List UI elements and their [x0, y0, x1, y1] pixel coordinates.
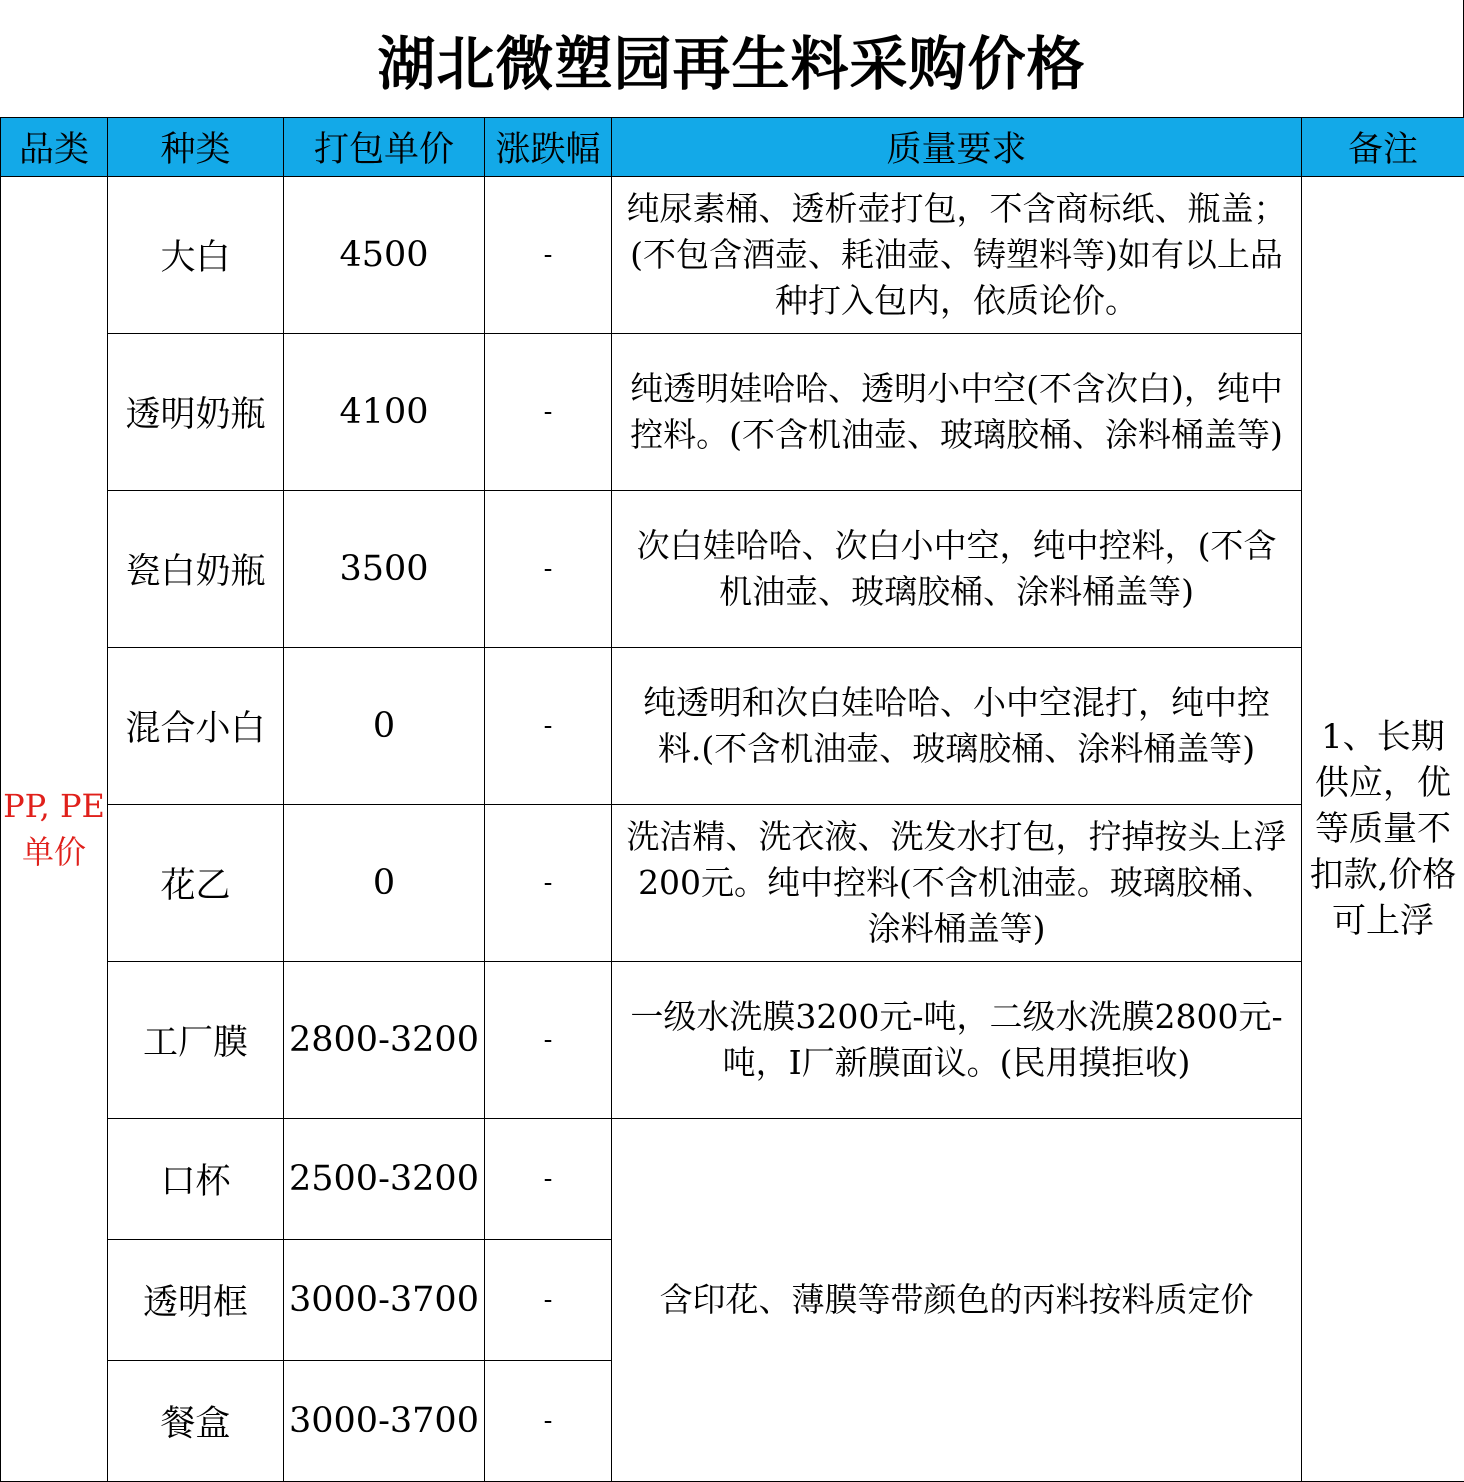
- change-cell: -: [485, 1240, 612, 1361]
- quality-cell: 一级水洗膜3200元-吨，二级水洗膜2800元-吨，I厂新膜面议。(民用摸拒收): [612, 962, 1302, 1119]
- header-change: 涨跌幅: [485, 118, 612, 177]
- table-row: [1, 962, 1464, 1119]
- header-note: 备注: [1302, 118, 1464, 177]
- kind-cell: 透明奶瓶: [108, 334, 284, 491]
- category-cell: PP, PE单价: [1, 177, 108, 1482]
- table-row: [1, 805, 1464, 962]
- kind-cell: 口杯: [108, 1119, 284, 1240]
- price-cell: 3000-3700: [284, 1361, 485, 1482]
- header-kind: 种类: [108, 118, 284, 177]
- table-row: [1, 334, 1464, 491]
- quality-cell: 洗洁精、洗衣液、洗发水打包，拧掉按头上浮200元。纯中控料(不含机油壶。玻璃胶桶、涂料桶盖等): [612, 805, 1302, 962]
- price-cell: 2500-3200: [284, 1119, 485, 1240]
- change-cell: -: [485, 1119, 612, 1240]
- header-category: 品类: [1, 118, 108, 177]
- header-price: 打包单价: [284, 118, 485, 177]
- kind-cell: 混合小白: [108, 648, 284, 805]
- table-row: [1, 177, 1464, 334]
- price-cell: 2800-3200: [284, 962, 485, 1119]
- quality-cell: 次白娃哈哈、次白小中空，纯中控料，(不含机油壶、玻璃胶桶、涂料桶盖等): [612, 491, 1302, 648]
- table-row: [1, 1119, 1464, 1240]
- kind-cell: 餐盒: [108, 1361, 284, 1482]
- change-cell: -: [485, 334, 612, 491]
- change-cell: -: [485, 805, 612, 962]
- table-row: [1, 648, 1464, 805]
- price-cell: 4500: [284, 177, 485, 334]
- quality-cell: 纯透明娃哈哈、透明小中空(不含次白)，纯中控料。(不含机油壶、玻璃胶桶、涂料桶盖等): [612, 334, 1302, 491]
- change-cell: -: [485, 648, 612, 805]
- change-cell: -: [485, 1361, 612, 1482]
- quality-cell: 纯尿素桶、透析壶打包，不含商标纸、瓶盖；(不包含酒壶、耗油壶、铸塑料等)如有以上品种打入包内，依质论价。: [612, 177, 1302, 334]
- price-cell: 0: [284, 805, 485, 962]
- kind-cell: 工厂膜: [108, 962, 284, 1119]
- change-cell: -: [485, 177, 612, 334]
- merged-quality-cell: 含印花、薄膜等带颜色的丙料按料质定价: [612, 1119, 1302, 1482]
- note-cell: 1、长期供应，优等质量不扣款,价格可上浮: [1302, 177, 1464, 1482]
- quality-cell: 纯透明和次白娃哈哈、小中空混打，纯中控料.(不含机油壶、玻璃胶桶、涂料桶盖等): [612, 648, 1302, 805]
- header-row: [1, 118, 1464, 177]
- header-quality: 质量要求: [612, 118, 1302, 177]
- sheet-title: 湖北微塑园再生料采购价格: [0, 0, 1464, 117]
- price-cell: 3500: [284, 491, 485, 648]
- kind-cell: 花乙: [108, 805, 284, 962]
- kind-cell: 大白: [108, 177, 284, 334]
- change-cell: -: [485, 962, 612, 1119]
- table-row: [1, 491, 1464, 648]
- price-table: [0, 117, 1464, 1482]
- kind-cell: 透明框: [108, 1240, 284, 1361]
- price-cell: 4100: [284, 334, 485, 491]
- price-cell: 0: [284, 648, 485, 805]
- change-cell: -: [485, 491, 612, 648]
- price-cell: 3000-3700: [284, 1240, 485, 1361]
- kind-cell: 瓷白奶瓶: [108, 491, 284, 648]
